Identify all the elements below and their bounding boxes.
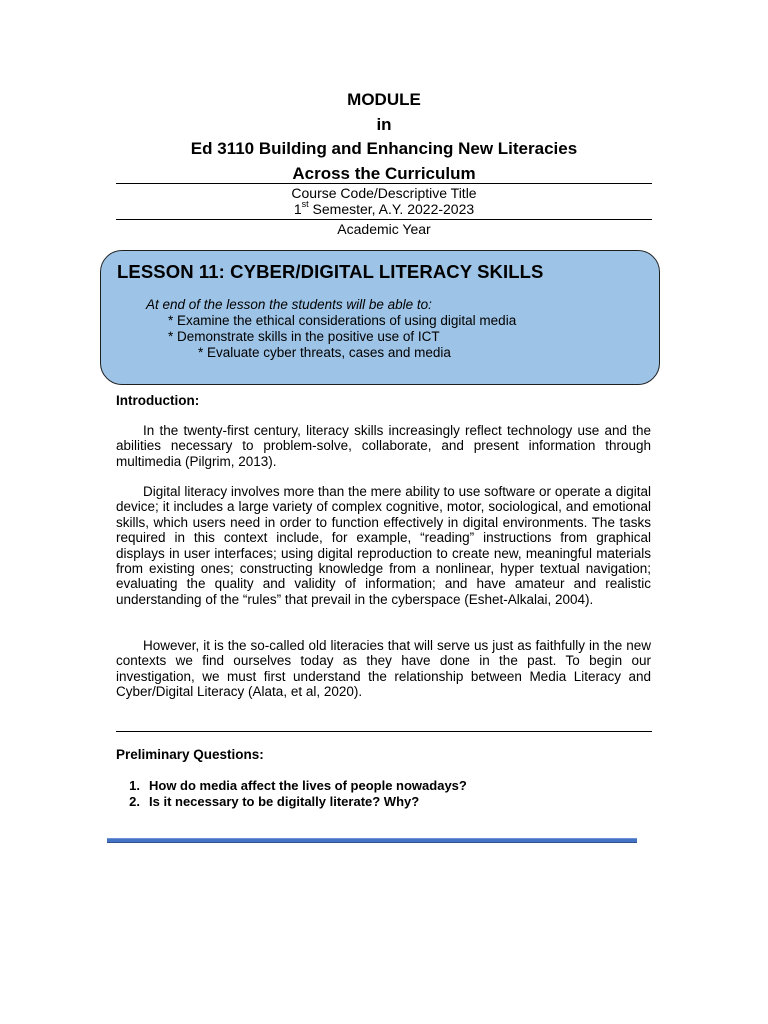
question-item <box>116 794 636 810</box>
preliminary-questions-list <box>116 778 636 810</box>
intro-paragraph: However, it is the so-called old literacies that will serve us just as faithfully in the new contexts we find ourselves today as they have done in the past. To begin our investigation, we must first understand the relationship between Media Literacy and Cyber/Digital Literacy (Alata, et al, 2020). <box>116 638 651 700</box>
section-divider <box>116 731 652 732</box>
intro-paragraph: Digital literacy involves more than the mere ability to use software or operate a digital device; it includes a large variety of complex cognitive, motor, sociological, and emotional skills, which users need in order to function effectively in digital environments. The tasks required in this context include, for example, “reading” instructions from graphical displays in user interfaces; using digital reproduction to create new, meaningful materials from existing ones; constructing knowledge from a nonlinear, hyper textual navigation; evaluating the quality and validity of information; and have amateur and realistic understanding of the “rules” that prevail in the cyberspace (Eshet-Alkalai, 2004). <box>116 484 651 607</box>
course-title-line1: Ed 3110 Building and Enhancing New Literacies <box>190 139 578 158</box>
semester-text: Semester, A.Y. 2022-2023 <box>308 201 475 217</box>
intro-paragraph: In the twenty-first century, literacy skills increasingly reflect technology use and the abilities necessary to problem-solve, collaborate, and present information through multimedia (Pilgrim, 2013). <box>116 423 651 469</box>
academic-year-line: Academic Year <box>337 221 431 237</box>
top-divider <box>116 183 652 184</box>
objective-item: * Examine the ethical considerations of using digital media <box>168 313 517 328</box>
module-label: MODULE <box>347 90 421 109</box>
module-title-block <box>116 88 652 186</box>
question-number: 2. <box>129 794 140 809</box>
blue-divider-bar <box>107 838 637 843</box>
semester-ordinal: st <box>301 199 309 210</box>
objectives-intro: At end of the lesson the students will be able to: <box>146 297 432 312</box>
introduction-heading: Introduction: <box>116 393 200 408</box>
module-in-label: in <box>376 114 392 134</box>
semester-number: 1 <box>293 201 302 217</box>
lesson-box <box>100 250 660 385</box>
semester-line <box>116 201 652 217</box>
question-item <box>116 778 636 794</box>
question-text: How do media affect the lives of people nowadays? <box>149 778 467 793</box>
objective-item: * Evaluate cyber threats, cases and media <box>198 345 451 360</box>
objective-item: * Demonstrate skills in the positive use of ICT <box>168 329 440 344</box>
sub-divider <box>116 219 652 220</box>
question-text: Is it necessary to be digitally literate? Why? <box>149 794 420 809</box>
course-code-line: Course Code/Descriptive Title <box>291 185 477 201</box>
course-title-line2: Across the Curriculum <box>292 163 476 183</box>
question-number: 1. <box>129 778 140 793</box>
lesson-title: LESSON 11: CYBER/DIGITAL LITERACY SKILLS <box>117 261 544 282</box>
preliminary-questions-heading: Preliminary Questions: <box>116 747 264 762</box>
